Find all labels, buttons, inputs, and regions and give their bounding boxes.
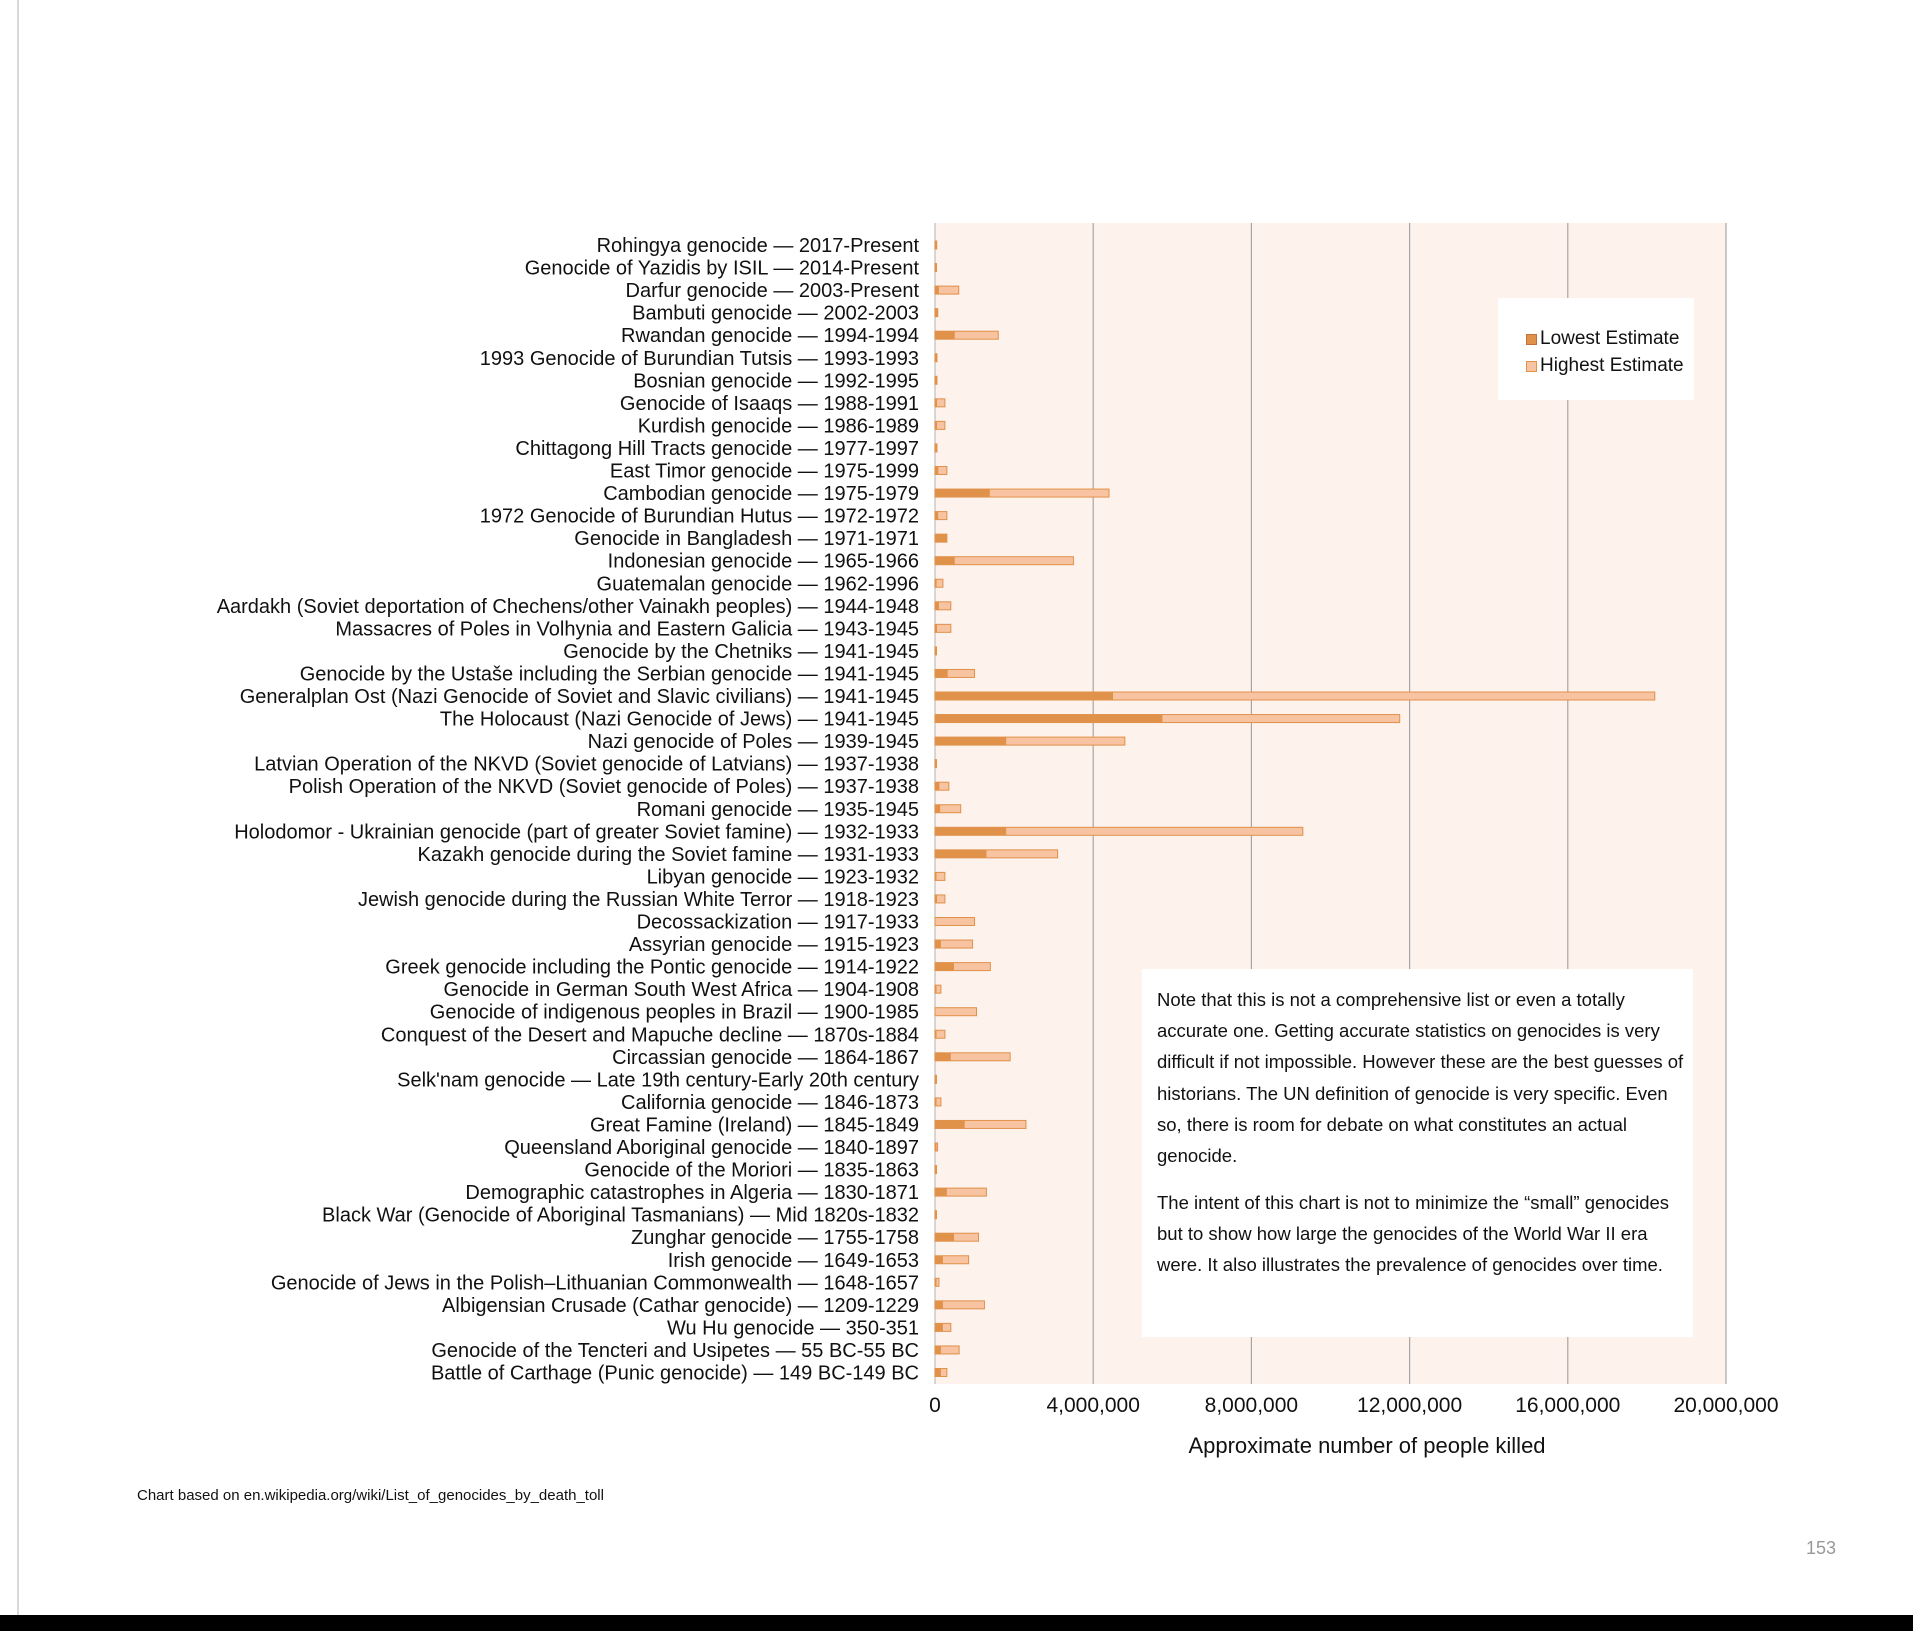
x-tick-label: 0 xyxy=(929,1394,941,1417)
category-label: California genocide — 1846-1873 xyxy=(621,1091,919,1114)
bar-lowest-estimate xyxy=(935,489,990,497)
bar-lowest-estimate xyxy=(935,557,955,565)
bar-lowest-estimate xyxy=(935,715,1162,723)
bar-lowest-estimate xyxy=(935,331,955,339)
bar-lowest-estimate xyxy=(935,850,986,858)
category-label: Libyan genocide — 1923-1932 xyxy=(646,866,919,889)
bar-lowest-estimate xyxy=(935,421,937,429)
note-box xyxy=(1142,969,1693,1337)
category-label: Genocide of Yazidis by ISIL — 2014-Present xyxy=(524,257,919,280)
bar-lowest-estimate xyxy=(935,1323,943,1331)
category-label: Black War (Genocide of Aboriginal Tasmanians) — Mid 1820s-1832 xyxy=(322,1204,919,1227)
bar-lowest-estimate xyxy=(935,1301,943,1309)
bar-lowest-estimate xyxy=(935,264,937,272)
bar-lowest-estimate xyxy=(935,737,1006,745)
bar-lowest-estimate xyxy=(935,647,937,655)
bar-lowest-estimate xyxy=(935,985,937,993)
category-label: Bosnian genocide — 1992-1995 xyxy=(633,370,919,393)
bar-lowest-estimate xyxy=(935,1256,943,1264)
legend-swatch-highest xyxy=(1526,361,1537,372)
category-label: Genocide by the Ustaše including the Serbian genocide — 1941-1945 xyxy=(299,663,919,686)
category-label: Decossackization — 1917-1933 xyxy=(636,911,919,934)
category-label: Albigensian Crusade (Cathar genocide) — 1209-1229 xyxy=(442,1294,919,1317)
category-label: Greek genocide including the Pontic genocide — 1914-1922 xyxy=(385,956,919,979)
category-label: Genocide of the Moriori — 1835-1863 xyxy=(584,1159,919,1182)
category-label: Kurdish genocide — 1986-1989 xyxy=(637,415,919,438)
bar-lowest-estimate xyxy=(935,241,937,249)
bar-lowest-estimate xyxy=(935,1188,947,1196)
category-label: Genocide in German South West Africa — 1904-1908 xyxy=(443,979,919,1002)
category-label: Romani genocide — 1935-1945 xyxy=(636,798,919,821)
category-label: Bambuti genocide — 2002-2003 xyxy=(632,302,919,325)
bar-lowest-estimate xyxy=(935,399,937,407)
bar-lowest-estimate xyxy=(935,1120,965,1128)
bar-highest-estimate xyxy=(935,624,951,632)
category-label: Genocide of the Tencteri and Usipetes — 55 BC-55 BC xyxy=(431,1339,919,1362)
category-label: Polish Operation of the NKVD (Soviet genocide of Poles) — 1937-1938 xyxy=(288,776,919,799)
bar-lowest-estimate xyxy=(935,940,941,948)
bar-lowest-estimate xyxy=(935,805,940,813)
category-label: Cambodian genocide — 1975-1979 xyxy=(603,483,919,506)
bar-highest-estimate xyxy=(935,918,975,926)
page-number: 153 xyxy=(1806,1538,1837,1558)
category-label: Rohingya genocide — 2017-Present xyxy=(596,235,919,257)
category-label: Irish genocide — 1649-1653 xyxy=(667,1249,919,1272)
category-label: Demographic catastrophes in Algeria — 1830-1871 xyxy=(465,1182,919,1205)
x-tick-label: 4,000,000 xyxy=(1046,1394,1140,1417)
category-label: Generalplan Ost (Nazi Genocide of Soviet and Slavic civilians) — 1941-1945 xyxy=(239,686,919,708)
x-tick-label: 20,000,000 xyxy=(1673,1394,1779,1417)
bar-lowest-estimate xyxy=(935,782,939,790)
bar-lowest-estimate xyxy=(935,286,939,294)
category-label: Rwandan genocide — 1994-1994 xyxy=(621,325,919,348)
category-label: The Holocaust (Nazi Genocide of Jews) — 1941-1945 xyxy=(439,708,919,731)
category-label: Guatemalan genocide — 1962-1996 xyxy=(596,573,919,596)
bar-lowest-estimate xyxy=(935,534,947,542)
category-label: Holodomor - Ukrainian genocide (part of greater Soviet famine) — 1932-1933 xyxy=(234,821,919,844)
bar-lowest-estimate xyxy=(935,1211,937,1219)
category-label: Darfur genocide — 2003-Present xyxy=(625,280,919,303)
category-label: Zunghar genocide — 1755-1758 xyxy=(631,1227,919,1250)
category-label: Assyrian genocide — 1915-1923 xyxy=(628,934,919,957)
note-paragraph-1: Note that this is not a comprehensive list or even a totally accurate one. Getting accurate statistics on genocides is very difficult if not impossible. However these are the best guesses of historians. The UN definition of genocide is very specific. Even so, there is room for debate on what constitutes an actual genocide. xyxy=(1157,989,1684,1167)
x-tick-label: 8,000,000 xyxy=(1204,1394,1299,1417)
category-label: Genocide of indigenous peoples in Brazil — 1900-1985 xyxy=(429,1001,919,1024)
bar-lowest-estimate xyxy=(935,1369,941,1377)
category-label: Jewish genocide during the Russian White Terror — 1918-1923 xyxy=(357,888,919,911)
bar-lowest-estimate xyxy=(935,624,937,632)
bar-lowest-estimate xyxy=(935,579,937,587)
category-label: Genocide in Bangladesh — 1971-1971 xyxy=(574,528,919,551)
x-tick-label: 16,000,000 xyxy=(1515,1394,1621,1417)
bar-lowest-estimate xyxy=(935,1075,937,1083)
legend-label-lowest: Lowest Estimate xyxy=(1540,328,1680,349)
x-tick-label: 12,000,000 xyxy=(1357,1394,1463,1417)
category-label: Great Famine (Ireland) — 1845-1849 xyxy=(589,1114,919,1137)
bar-lowest-estimate xyxy=(935,827,1006,835)
bar-lowest-estimate xyxy=(935,444,937,452)
bar-lowest-estimate xyxy=(935,1166,937,1174)
category-label: Battle of Carthage (Punic genocide) — 149 BC-149 BC xyxy=(430,1362,919,1385)
legend xyxy=(1498,298,1694,400)
bar-lowest-estimate xyxy=(935,1053,951,1061)
category-labels xyxy=(217,235,920,1385)
bar-lowest-estimate xyxy=(935,309,937,317)
category-label: Wu Hu genocide — 350-351 xyxy=(666,1317,919,1340)
category-label: Latvian Operation of the NKVD (Soviet genocide of Latvians) — 1937-1938 xyxy=(254,753,919,776)
bar-lowest-estimate xyxy=(935,1278,937,1286)
bar-lowest-estimate xyxy=(935,1143,937,1151)
bar-lowest-estimate xyxy=(935,354,937,362)
bar-lowest-estimate xyxy=(935,872,937,880)
bar-lowest-estimate xyxy=(935,760,937,768)
bar-lowest-estimate xyxy=(935,1233,954,1241)
bar-highest-estimate xyxy=(935,557,1073,565)
category-label: Circassian genocide — 1864-1867 xyxy=(612,1046,919,1069)
bar-lowest-estimate xyxy=(935,692,1113,700)
source-note: Chart based on en.wikipedia.org/wiki/List_of_genocides_by_death_toll xyxy=(137,1487,604,1504)
bar-lowest-estimate xyxy=(935,1030,937,1038)
category-label: Selk'nam genocide — Late 19th century-Early 20th century xyxy=(397,1069,919,1092)
legend-label-highest: Highest Estimate xyxy=(1540,355,1684,376)
category-label: Kazakh genocide during the Soviet famine — 1931-1933 xyxy=(417,843,919,866)
category-label: Chittagong Hill Tracts genocide — 1977-1997 xyxy=(515,437,919,460)
category-label: Genocide by the Chetniks — 1941-1945 xyxy=(563,640,919,663)
note-paragraph-2: The intent of this chart is not to minimize the “small” genocides but to show how large the genocides of the World War II era were. It also illustrates the prevalence of genocides over time. xyxy=(1157,1192,1670,1276)
bar-lowest-estimate xyxy=(935,602,939,610)
bar-lowest-estimate xyxy=(935,895,937,903)
bar-lowest-estimate xyxy=(935,376,937,384)
category-label: Indonesian genocide — 1965-1966 xyxy=(607,550,919,573)
category-label: Conquest of the Desert and Mapuche decline — 1870s-1884 xyxy=(380,1024,919,1047)
bar-lowest-estimate xyxy=(935,1346,941,1354)
category-label: Genocide of Isaaqs — 1988-1991 xyxy=(619,392,919,415)
category-label: Aardakh (Soviet deportation of Chechens/other Vainakh peoples) — 1944-1948 xyxy=(216,595,919,618)
category-label: Massacres of Poles in Volhynia and Eastern Galicia — 1943-1945 xyxy=(335,618,919,641)
bar-lowest-estimate xyxy=(935,669,948,677)
category-label: Genocide of Jews in the Polish–Lithuanian Commonwealth — 1648-1657 xyxy=(270,1272,919,1295)
legend-item-lowest xyxy=(1526,328,1679,350)
bottom-bar xyxy=(0,1615,1913,1631)
category-label: 1993 Genocide of Burundian Tutsis — 1993-1993 xyxy=(479,347,919,370)
bar-highest-estimate xyxy=(935,1008,977,1016)
category-label: East Timor genocide — 1975-1999 xyxy=(609,460,919,483)
x-tick-labels xyxy=(929,1394,1778,1417)
category-label: Queensland Aboriginal genocide — 1840-1897 xyxy=(504,1137,919,1159)
category-label: 1972 Genocide of Burundian Hutus — 1972-1972 xyxy=(479,505,919,528)
legend-swatch-lowest xyxy=(1526,334,1537,345)
category-label: Nazi genocide of Poles — 1939-1945 xyxy=(587,731,919,754)
bar-lowest-estimate xyxy=(935,1098,937,1106)
bar-lowest-estimate xyxy=(935,963,954,971)
bar-lowest-estimate xyxy=(935,512,938,520)
x-axis-title: Approximate number of people killed xyxy=(1188,1433,1546,1458)
legend-item-highest xyxy=(1526,355,1684,377)
bar-lowest-estimate xyxy=(935,467,938,475)
